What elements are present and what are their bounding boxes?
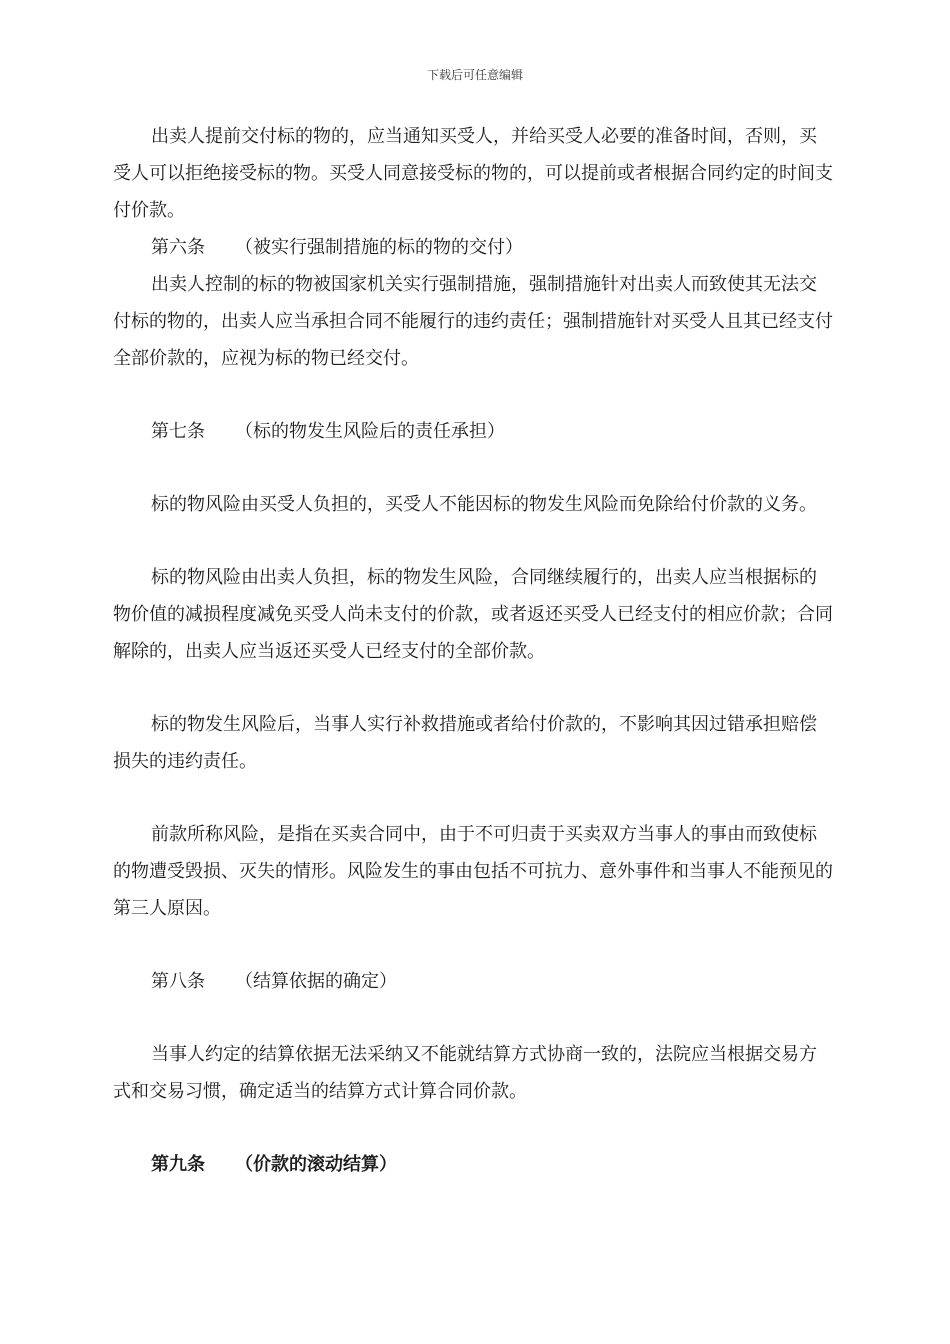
article-9-number: 第九条 [151,1154,205,1175]
page-header: 下载后可任意编辑 [426,68,523,82]
document-body [113,118,833,1183]
article-8-title: （结算依据的确定） [235,971,397,992]
article-7-number: 第七条 [151,421,205,442]
article-6-number: 第六条 [151,237,205,258]
paragraph-enforcement-measures: 出卖人控制的标的物被国家机关实行强制措施，强制措施针对出卖人而致使其无法交付标的物的，出卖人应当承担合同不能履行的违约责任；强制措施针对买受人且其已经支付全部价款的，应视为标的物已经交付。 [113,274,833,369]
paragraph-settlement-basis: 当事人约定的结算依据无法采纳又不能就结算方式协商一致的，法院应当根据交易方式和交易习惯，确定适当的结算方式计算合同价款。 [113,1044,817,1102]
article-9-title: （价款的滚动结算） [235,1154,397,1175]
paragraph-seller-risk: 标的物风险由出卖人负担，标的物发生风险，合同继续履行的，出卖人应当根据标的物价值的减损程度减免买受人尚未支付的价款，或者返还买受人已经支付的相应价款；合同解除的，出卖人应当返还买受人已经支付的全部价款。 [113,567,833,662]
paragraph-buyer-risk: 标的物风险由买受人负担的，买受人不能因标的物发生风险而免除给付价款的义务。 [151,494,817,515]
article-7-heading [113,413,833,450]
article-9-heading [113,1146,833,1183]
article-6-heading [113,229,833,266]
paragraph-early-delivery: 出卖人提前交付标的物的，应当通知买受人，并给买受人必要的准备时间，否则，买受人可以拒绝接受标的物。买受人同意接受标的物的，可以提前或者根据合同约定的时间支付价款。 [113,126,833,221]
paragraph-risk-definition: 前款所称风险，是指在买卖合同中，由于不可归责于买卖双方当事人的事由而致使标的物遭受毁损、灭失的情形。风险发生的事由包括不可抗力、意外事件和当事人不能预见的第三人原因。 [113,824,833,919]
article-6-title: （被实行强制措施的标的物的交付） [235,237,523,258]
article-7-title: （标的物发生风险后的责任承担） [235,421,505,442]
paragraph-remedial-measures: 标的物发生风险后，当事人实行补救措施或者给付价款的，不影响其因过错承担赔偿损失的违约责任。 [113,714,817,772]
article-8-heading [113,963,833,1000]
article-8-number: 第八条 [151,971,205,992]
